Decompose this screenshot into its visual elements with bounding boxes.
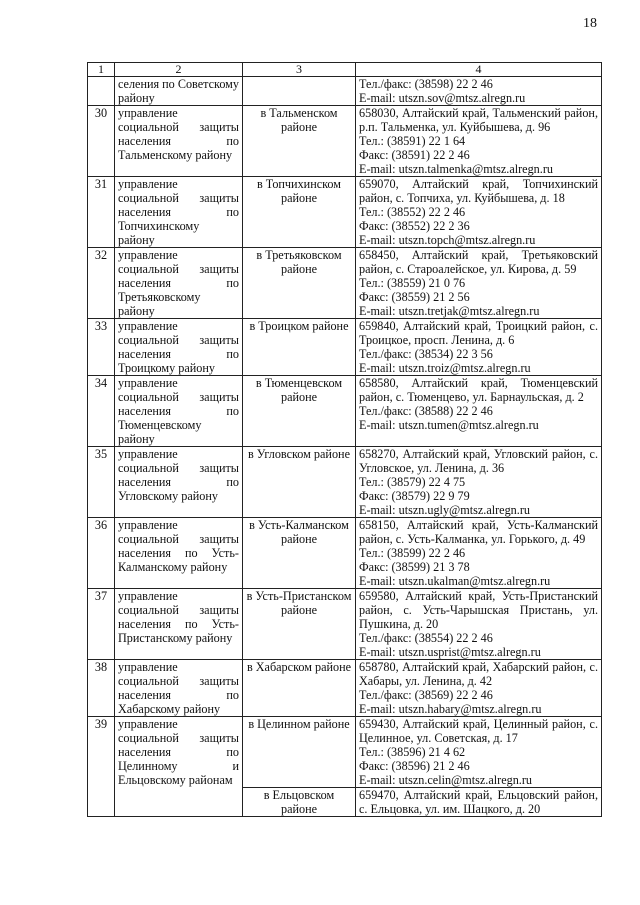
district: в Троицком районе bbox=[243, 319, 356, 376]
contact-fax: Факс: (38599) 21 3 78 bbox=[359, 560, 470, 574]
row-number: 31 bbox=[88, 177, 115, 248]
contact-address: 658270, Алтайский край, Угловский район, с. Угловское, ул. Ленина, д. 36 bbox=[359, 447, 598, 475]
office-name: управление социальной защиты населения по Третьяковскому району bbox=[115, 248, 243, 319]
contact-address: 658030, Алтайский край, Тальменский район, р.п. Тальменка, ул. Куйбышева, д. 96 bbox=[359, 106, 598, 134]
contact-email: E-mail: utszn.tretjak@mtsz.alregn.ru bbox=[359, 304, 540, 318]
contact-address: 659470, Алтайский край, Ельцовский район, с. Ельцовка, ул. им. Шацкого, д. 20 bbox=[359, 788, 598, 816]
district: в Тюменцевском районе bbox=[243, 376, 356, 447]
contact-email: E-mail: utszn.ugly@mtsz.alregn.ru bbox=[359, 503, 530, 517]
table-row bbox=[88, 589, 602, 660]
contact-phone: Тел.: (38552) 22 2 46 bbox=[359, 205, 466, 219]
page-number: 18 bbox=[583, 16, 597, 31]
row-number: 35 bbox=[88, 447, 115, 518]
office-name: управление социальной защиты населения по Целинному и Ельцовскому районам bbox=[115, 717, 243, 817]
district: в Ельцовском районе bbox=[243, 788, 356, 817]
header-col-2: 2 bbox=[115, 63, 243, 77]
table-row bbox=[88, 717, 602, 788]
offices-table bbox=[87, 62, 602, 817]
contact-email: E-mail: utszn.tumen@mtsz.alregn.ru bbox=[359, 418, 539, 432]
district: в Тальменском районе bbox=[243, 106, 356, 177]
office-name: селения по Советскому району bbox=[115, 77, 243, 106]
contact-phone: Тел./факс: (38534) 22 3 56 bbox=[359, 347, 493, 361]
contact-address: 658580, Алтайский край, Тюменцевский район, с. Тюменцево, ул. Барнаульская, д. 2 bbox=[359, 376, 598, 404]
contacts bbox=[356, 589, 602, 660]
contacts bbox=[356, 717, 602, 788]
table-row bbox=[88, 177, 602, 248]
row-number: 38 bbox=[88, 660, 115, 717]
table-row bbox=[88, 447, 602, 518]
contacts bbox=[356, 788, 602, 817]
contact-address: 659580, Алтайский край, Усть-Пристанский район, с. Усть-Чарышская Пристань, ул. Пушкина, д. 20 bbox=[359, 589, 598, 631]
contact-email: E-mail: utszn.usprist@mtsz.alregn.ru bbox=[359, 645, 541, 659]
district: в Целинном районе bbox=[243, 717, 356, 788]
contact-address: 659430, Алтайский край, Целинный район, с. Целинное, ул. Советская, д. 17 bbox=[359, 717, 598, 745]
contact-phone: Тел.: (38591) 22 1 64 bbox=[359, 134, 466, 148]
office-name: управление социальной защиты населения по Тальменскому району bbox=[115, 106, 243, 177]
office-name: управление социальной защиты населения по Хабарскому району bbox=[115, 660, 243, 717]
district bbox=[243, 77, 356, 106]
contact-email: E-mail: utszn.celin@mtsz.alregn.ru bbox=[359, 773, 532, 787]
contacts bbox=[356, 660, 602, 717]
table-row bbox=[88, 319, 602, 376]
header-row bbox=[88, 63, 602, 77]
row-number: 30 bbox=[88, 106, 115, 177]
contacts bbox=[356, 248, 602, 319]
row-number: 39 bbox=[88, 717, 115, 817]
contact-address: 658450, Алтайский край, Третьяковский район, с. Староалейское, ул. Кирова, д. 59 bbox=[359, 248, 598, 276]
table-row bbox=[88, 518, 602, 589]
office-name: управление социальной защиты населения по Усть-Калманскому району bbox=[115, 518, 243, 589]
contacts bbox=[356, 447, 602, 518]
contact-phone: Тел./факс: (38598) 22 2 46 bbox=[359, 77, 493, 91]
district: в Топчихинском районе bbox=[243, 177, 356, 248]
contact-fax: Факс: (38552) 22 2 36 bbox=[359, 219, 470, 233]
contact-phone: Тел./факс: (38554) 22 2 46 bbox=[359, 631, 493, 645]
office-name: управление социальной защиты населения по Тюменцевскому району bbox=[115, 376, 243, 447]
contact-fax: Факс: (38579) 22 9 79 bbox=[359, 489, 470, 503]
district: в Угловском районе bbox=[243, 447, 356, 518]
contact-address: 659840, Алтайский край, Троицкий район, с. Троицкое, просп. Ленина, д. 6 bbox=[359, 319, 598, 347]
contact-phone: Тел./факс: (38569) 22 2 46 bbox=[359, 688, 493, 702]
contact-email: E-mail: utszn.habary@mtsz.alregn.ru bbox=[359, 702, 542, 716]
district: в Третьяковском районе bbox=[243, 248, 356, 319]
table-row bbox=[88, 106, 602, 177]
district: в Усть-Пристанском районе bbox=[243, 589, 356, 660]
contacts bbox=[356, 376, 602, 447]
header-col-4: 4 bbox=[356, 63, 602, 77]
office-name: управление социальной защиты населения по Усть-Пристанскому району bbox=[115, 589, 243, 660]
contact-email: E-mail: utszn.ukalman@mtsz.alregn.ru bbox=[359, 574, 551, 588]
contact-address: 659070, Алтайский край, Топчихинский район, с. Топчиха, ул. Куйбышева, д. 18 bbox=[359, 177, 598, 205]
office-name: управление социальной защиты населения по Троицкому району bbox=[115, 319, 243, 376]
header-col-3: 3 bbox=[243, 63, 356, 77]
contacts bbox=[356, 518, 602, 589]
contact-email: E-mail: utszn.sov@mtsz.alregn.ru bbox=[359, 91, 526, 105]
office-name: управление социальной защиты населения по Угловскому району bbox=[115, 447, 243, 518]
contact-phone: Тел.: (38559) 21 0 76 bbox=[359, 276, 466, 290]
table-row bbox=[88, 77, 602, 106]
table-row bbox=[88, 248, 602, 319]
contact-phone: Тел.: (38596) 21 4 62 bbox=[359, 745, 466, 759]
contact-address: 658780, Алтайский край, Хабарский район, с. Хабары, ул. Ленина, д. 42 bbox=[359, 660, 598, 688]
contact-email: E-mail: utszn.topch@mtsz.alregn.ru bbox=[359, 233, 536, 247]
contact-fax: Факс: (38596) 21 2 46 bbox=[359, 759, 470, 773]
office-name: управление социальной защиты населения по Топчихинскому району bbox=[115, 177, 243, 248]
contacts bbox=[356, 319, 602, 376]
contact-email: E-mail: utszn.troiz@mtsz.alregn.ru bbox=[359, 361, 531, 375]
contact-phone: Тел./факс: (38588) 22 2 46 bbox=[359, 404, 493, 418]
contacts bbox=[356, 77, 602, 106]
contact-phone: Тел.: (38579) 22 4 75 bbox=[359, 475, 466, 489]
table-row bbox=[88, 660, 602, 717]
contact-email: E-mail: utszn.talmenka@mtsz.alregn.ru bbox=[359, 162, 553, 176]
row-number: 37 bbox=[88, 589, 115, 660]
contacts bbox=[356, 106, 602, 177]
row-number bbox=[88, 77, 115, 106]
contact-fax: Факс: (38559) 21 2 56 bbox=[359, 290, 470, 304]
district: в Усть-Калманском районе bbox=[243, 518, 356, 589]
table-row bbox=[88, 376, 602, 447]
contacts bbox=[356, 177, 602, 248]
contact-phone: Тел.: (38599) 22 2 46 bbox=[359, 546, 466, 560]
row-number: 34 bbox=[88, 376, 115, 447]
contact-fax: Факс: (38591) 22 2 46 bbox=[359, 148, 470, 162]
header-col-1: 1 bbox=[88, 63, 115, 77]
row-number: 33 bbox=[88, 319, 115, 376]
contact-address: 658150, Алтайский край, Усть-Калманский район, с. Усть-Калманка, ул. Горького, д. 49 bbox=[359, 518, 598, 546]
district: в Хабарском районе bbox=[243, 660, 356, 717]
row-number: 36 bbox=[88, 518, 115, 589]
row-number: 32 bbox=[88, 248, 115, 319]
